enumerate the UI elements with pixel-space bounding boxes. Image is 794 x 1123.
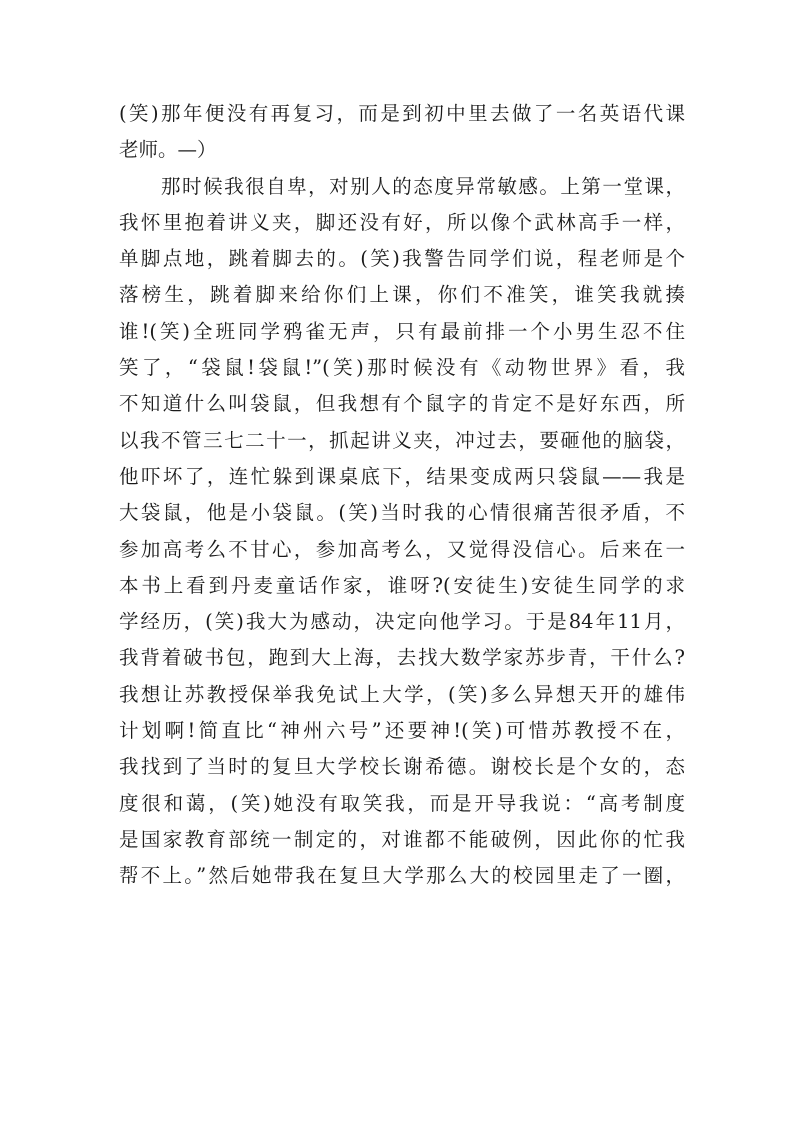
text-line: 本书上看到丹麦童话作家，谁呀?(安徒生)安徒生同学的求 xyxy=(119,573,685,597)
text-line: 以我不管三七二十一，抓起讲义夹，冲过去，要砸他的脑袋， xyxy=(119,428,685,452)
text-line: 计划啊!简直比“神州六号”还要神!(笑)可惜苏教授不在， xyxy=(119,719,685,743)
text-line: 谁!(笑)全班同学鸦雀无声，只有最前排一个小男生忍不住 xyxy=(119,319,685,343)
text-line: 度很和蔼，(笑)她没有取笑我，而是开导我说：“高考制度 xyxy=(119,791,685,815)
text-line: 我找到了当时的复旦大学校长谢希德。谢校长是个女的，态 xyxy=(119,755,685,779)
text-line: 那时候我很自卑，对别人的态度异常敏感。上第一堂课， xyxy=(119,174,685,198)
text-line: 落榜生，跳着脚来给你们上课，你们不准笑，谁笑我就揍 xyxy=(119,283,685,307)
text-line: 是国家教育部统一制定的，对谁都不能破例，因此你的忙我 xyxy=(119,827,685,851)
text-line: 我想让苏教授保举我免试上大学，(笑)多么异想天开的雄伟 xyxy=(119,682,685,706)
text-line: 参加高考么不甘心，参加高考么，又觉得没信心。后来在一 xyxy=(119,537,685,561)
text-line: 不知道什么叫袋鼠，但我想有个鼠字的肯定不是好东西，所 xyxy=(119,392,685,416)
text-line: (笑)那年便没有再复习，而是到初中里去做了一名英语代课 xyxy=(119,102,685,125)
body-text xyxy=(119,96,685,895)
text-line: 大袋鼠，他是小袋鼠。(笑)当时我的心情很痛苦很矛盾，不 xyxy=(119,501,685,525)
text-line: 我背着破书包，跑到大上海，去找大数学家苏步青，干什么? xyxy=(119,646,685,670)
text-line: 学经历，(笑)我大为感动，决定向他学习。于是84年11月， xyxy=(119,610,685,634)
text-line: 我怀里抱着讲义夹，脚还没有好，所以像个武林高手一样， xyxy=(119,210,685,234)
text-line: 老师。—） xyxy=(119,138,217,162)
text-line: 他吓坏了，连忙躲到课桌底下，结果变成两只袋鼠——我是 xyxy=(119,464,685,488)
text-line: 帮不上。”然后她带我在复旦大学那么大的校园里走了一圈， xyxy=(119,864,685,888)
text-line: 笑了，“袋鼠!袋鼠!”(笑)那时候没有《动物世界》看，我 xyxy=(119,356,685,380)
text-line: 单脚点地，跳着脚去的。(笑)我警告同学们说，程老师是个 xyxy=(119,247,685,271)
